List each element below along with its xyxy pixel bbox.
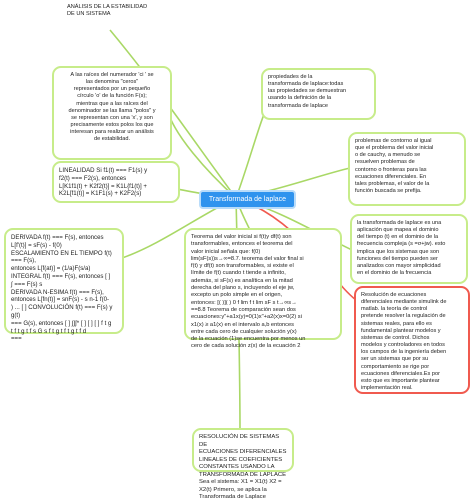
node-properties[interactable]: DERIVADA f(t) === F(s), entonces L[f'(t)] = sF(s) - f(0) ESCALAMIENTO EN EL TIEMPO f(t) === F(s), entonces L[f(at)] = (1/a)F(s/a) INTEGRAL f(t) === F(s), entonces [ ] ∫ === F(s) s DERIVADA N-ESIMA f(t) === F(s), entonces L[fn(t)] = snF(s) - s n-1 f(0- ) ... [ ] CONVOLUCIÓN f(t) === F(s) y g(t) === G(s), entonces [ ] ∫∫∫* [ ] [ ] [ ] f t g t f t g t f s G s f t g t f t g t f d ===	[4, 228, 124, 334]
node-laplace-properties[interactable]: propiedades de la transformada de laplace:todas las propiedades se demuestran usando la definición de la transformada de laplace	[261, 68, 376, 120]
node-linearity[interactable]: LINEALIDAD Si f1(t) === F1(s) y f2(t) === F2(s), entonces L[K1f1(t) + K2f2(t)] = K1L{f1(t)] + K2L[f1(t)] = K1F1(s) + K2F2(s)	[52, 161, 180, 203]
node-resolution-systems[interactable]: RESOLUCIÓN DE SISTEMAS DE ECUACIONES DIFERENCIALES LINEALES DE COEFICIENTES CONSTANTES USANDO LA TRANSFORMADA DE LAPLACE Sea el sistema: X1 = X1(t) X2 = X2(t) Primero, se aplica la Transformada de Laplace	[192, 428, 294, 472]
central-topic[interactable]: Transformada de laplace	[199, 190, 296, 209]
node-theorems[interactable]: Teorema del valor inicial si f(t)y df(t) son transformables, entonces el teorema del valor inicial señala que: f(0) lim(sF(s))s→∞=8.7. teorema del valor final si f(t) y df(t) son transformables, si existe el límite de f(t) cuando t tiende a infinito, además, si sF(s) es analítica en la mitad derecha del plano s, incluyendo el eje jw, excepto un polo simple en el origen, entonces: [( )]( ) 0 f lim f t lim sF s t→∞s→ ==8.8 Teorema de comparación sean dos ecuaciones:y"+a1x(y)=0(1)x"+a2(x)x=0(2) si x1(x) ≥ a1(x) en el intervalo a,b entonces entre cada cero de cualquier solución y(x) de la ecuación (1)se encuentra por menos un cero de cada solución z(x) de la ecuación 2	[184, 228, 342, 340]
node-resolution-simulink[interactable]: Resolución de ecuaciones diferenciales mediante simulink de matlab. la teoría de control pretende resolver la regulación de sistemas reales, para ello es fundamental plantear modelos y sistemas de control. Dichos modelos y controladores en todos los campos de la ingeniería deben ser un sistemas que por su comportamiento se rige por ecuaciones diferenciales.Es por esto que es importante plantear implementación real.	[354, 286, 470, 394]
node-application[interactable]: la transformada de laplace es una aplicación que mapea el dominio del tiempo (t) en el dominio de la frecuencia compleja (s =σ+jw). esto implica que los sistemas que son funciones del tiempo pueden ser analizados con mayor simplicidad en el dominio de la frecuencia	[350, 214, 468, 284]
node-boundary-problems[interactable]: problemas de contorno al igual que el problema del valor inicial o de cauchy, a menudo se resuelven problemas de contorno o fronteras para las ecuaciones diferenciales. En tales problemas, el valor de la función buscada se prefija.	[348, 132, 466, 206]
node-poles-zeros[interactable]: A las raíces del numerador 'ci ' se las denomina "ceros" representados por un pequeño círculo 'o' de la función F(s); mientras que a las raíces del denominador se las llama "polos" y se representan con una 'x', y son precisamente estos polos los que interesan para realizar un análisis de estabilidad.	[52, 66, 172, 160]
top-title[interactable]: ANÁLISIS DE LA ESTABILIDAD DE UN SISTEMA	[67, 4, 148, 18]
